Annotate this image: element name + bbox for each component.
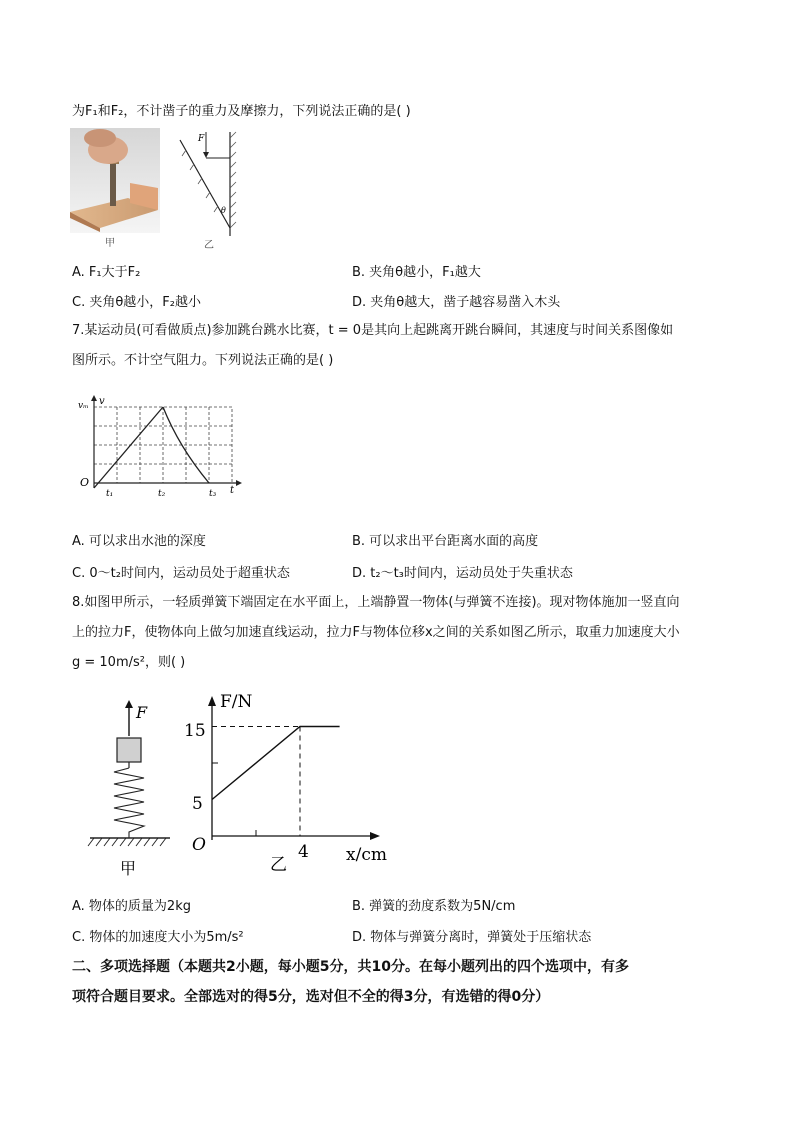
chisel-photo [70, 128, 170, 248]
vt-graph [74, 392, 254, 510]
fig-theta-label: θ [221, 206, 226, 215]
q6-option-a: A. F₁大于F₂ [72, 265, 141, 280]
fx-ytick-15: 15 [184, 721, 206, 741]
fig-yi-label: 乙 [204, 240, 214, 250]
q8-option-b: B. 弹簧的劲度系数为5N/cm [352, 899, 516, 914]
q7-option-b: B. 可以求出平台距离水面的高度 [352, 534, 539, 549]
q7-line-2: 图所示。不计空气阻力。下列说法正确的是( ) [72, 353, 334, 368]
fx-graph [184, 690, 394, 880]
q7-option-d: D. t₂～t₃时间内，运动员处于失重状态 [352, 566, 573, 581]
q6-intro: 为F₁和F₂，不计凿子的重力及摩擦力，下列说法正确的是( ) [72, 104, 411, 119]
fx-ylabel: F/N [220, 692, 253, 712]
q6-option-d: D. 夹角θ越大，凿子越容易凿入木头 [352, 295, 561, 310]
spring-F-label: F [136, 703, 148, 722]
vt-vm: vₘ [78, 401, 89, 411]
fx-line [212, 727, 340, 800]
fx-yi-label: 乙 [270, 855, 287, 875]
q7-option-c: C. 0～t₂时间内，运动员处于超重状态 [72, 566, 290, 581]
wedge-diagram [176, 128, 242, 250]
fx-origin: O [192, 835, 206, 855]
vt-v: v [99, 396, 105, 407]
vt-t1: t₁ [106, 489, 114, 499]
fig-F-label: F [198, 134, 205, 144]
q7-line-1: 7.某运动员(可看做质点)参加跳台跳水比赛，t = 0是其向上起跳离开跳台瞬间，其速度与时间关系图像如 [72, 323, 674, 338]
spring-figure [84, 698, 180, 880]
q8-option-c: C. 物体的加速度大小为5m/s² [72, 930, 244, 945]
q8-line-1: 8.如图甲所示，一轻质弹簧下端固定在水平面上，上端静置一物体(与弹簧不连接)。现对物体施加一竖直向 [72, 595, 680, 610]
spring-jia-label: 甲 [120, 859, 137, 878]
fx-ytick-5: 5 [192, 794, 203, 814]
section2-heading-line-2: 项符合题目要求。全部选对的得5分，选对但不全的得3分，有选错的得0分） [72, 989, 550, 1005]
q8-line-2: 上的拉力F，使物体向上做匀加速直线运动，拉力F与物体位移x之间的关系如图乙所示，取重力加速度大小 [72, 625, 680, 640]
vt-t2: t₂ [158, 489, 166, 499]
fx-xlabel: x/cm [346, 845, 387, 865]
fig-jia-label: 甲 [105, 238, 115, 248]
vt-t: t [230, 485, 235, 496]
q7-option-a: A. 可以求出水池的深度 [72, 534, 206, 549]
vt-t3: t₃ [209, 489, 217, 499]
q8-option-a: A. 物体的质量为2kg [72, 899, 191, 914]
q8-option-d: D. 物体与弹簧分离时，弹簧处于压缩状态 [352, 930, 592, 945]
q6-option-c: C. 夹角θ越小，F₂越小 [72, 295, 201, 310]
q6-option-b: B. 夹角θ越小，F₁越大 [352, 265, 481, 280]
vt-origin: O [80, 476, 90, 489]
section2-heading-line-1: 二、多项选择题（本题共2小题，每小题5分，共10分。在每小题列出的四个选项中，有多 [72, 959, 629, 975]
q8-line-3: g = 10m/s²，则( ) [72, 655, 186, 670]
fx-xtick-4: 4 [298, 842, 309, 862]
